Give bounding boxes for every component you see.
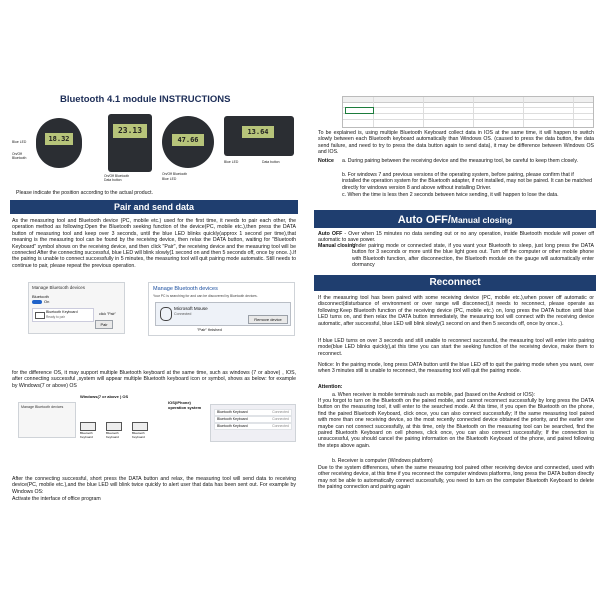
remove-device-button[interactable]: Remove device (248, 315, 288, 324)
windows-keyboard-list (80, 416, 160, 438)
pair-banner: Pair and send data (10, 200, 298, 214)
shot1-device-row[interactable] (32, 308, 94, 322)
auto-off-block: Auto OFF - Over when 15 minutes no data sending out or no any operation, inside Bluetooth module will power off automatic to save power. (318, 231, 594, 244)
windows-label: Windows(7 or above ) OS (80, 394, 129, 399)
screenshot-multiple-keyboards (18, 394, 296, 472)
shot1-toggle-label: Bluetooth (32, 294, 49, 299)
device4-lcd: 13.64 (242, 126, 274, 138)
shot2-device-status: Connected (174, 312, 192, 316)
windows-dialog (18, 402, 76, 438)
device4-caption-led: Blue LED (224, 160, 239, 164)
keyboard-icon (132, 422, 148, 431)
device1-photo (36, 118, 82, 168)
device4-caption-data: Data button (262, 160, 280, 164)
pair-text: As the measuring tool and Bluetooth device (PC, mobile etc.) used for the first time, it needs to pair each other, the operation method as following:Open the Bluetooth seeking function of the device(PC, mobile etc.),then press the DATA button of measuring tool and keep over 3 seconds, until the blue LED blinks quickly(approx 1 second per time),that meaning is the measuring tool can be found by the receiving device, then relax the DATA button, waiting for "Bluetooth Keyboard" symbol shows on the receiving device, and then click "Pair", the receiving device and the measuring tool will be connected After the connecting successful, blue LED will blink slowly(1 second on and then 5 seconds off, once by once..).If the pairing is unable to connect successfully in 5 minutes, the measuring tool will quit pairing mode automatic. Still needs to continue to pair, please repeat the previous operation. (12, 218, 296, 269)
manual-label: Manual closing (318, 243, 356, 249)
screenshot-manage-devices-2 (148, 282, 295, 336)
shot1-callout: click "Pair" (99, 312, 116, 316)
shot1-device-name: Bluetooth Keyboard (46, 310, 78, 314)
device1-caption-led: Blue LED (12, 140, 27, 144)
keyboard-icon (106, 422, 122, 431)
screenshot-manage-devices-1 (28, 282, 125, 334)
device3-caption-onoff: On/Off Bluetooth (162, 172, 188, 176)
device2-caption-onoff: On/Off Bluetooth (104, 174, 130, 178)
device2-lcd: 23.13 (113, 124, 147, 138)
active-cell[interactable] (345, 107, 374, 114)
mouse-icon (160, 307, 172, 321)
win-kbd-3[interactable]: Bluetooth Keyboard (132, 431, 145, 439)
pairing-note: Notice: In the pairing mode, long press DATA button until the blue LED off to quit the pairing mode when you want, over when 3 minutes still is unable to reconnect, the measuring tool will quit the pairing mode. (318, 362, 594, 375)
reconnect-text: If the measuring tool has been paired with some receiving device (PC, mobile etc.),when power off automatic or disconnect(disturbance of environment or over range will disconnect),it needs to reconnect, please operate as following:Keep Bluetooth function of the receiving device (PC, mobile etc.) on, long press the DATA button until blue LED turns on, and then relax the DATA button immediately, the measuring tool will connect with the receiving device automatic, after successful, blue LED will blink slowly(1 second on and then 5 seconds off, once by once..). (318, 295, 594, 327)
manual-text: Under pairing mode or connected state, if you want your Bluetooth to sleep, just long press the DATA button for 3 seconds or more until the blue light goes out. Turn off the computer or other mobile phone with Bluetooth function, after disconnection, the Bluetooth module on the gauge will automatically enter dormancy (352, 243, 594, 269)
shot2-device-name: Microsoft Mouse (174, 306, 208, 311)
ios-label: IOS(iPhone) operation system (168, 400, 202, 410)
right-column (312, 0, 596, 600)
reconnect-text-2: If blue LED turns on over 3 seconds and still unable to reconnect successful, the measuring tool will enter into pairing mode(blue LED blinks quickly),at this time you can start the seeking function of the receiving device, make them to reconnect. (318, 338, 594, 357)
notice-b: b. For windows 7 and previous versions of the operating system, before pairing, please confirm that if installed the operation system for the Bluetooth adapter, if not installed, may not be paired. It can be matched directly for windows version 8 and above without installing Driver. (342, 172, 593, 191)
shot3-title: Manage Bluetooth devices (21, 405, 64, 409)
ios-settings (210, 404, 296, 442)
shot1-device-status: Ready to pair (46, 315, 65, 319)
notice-c: c. When the time is less then 2 seconds between twice sending, it will happen to lose the data. (342, 192, 559, 198)
shot2-title: Manage Bluetooth devices (153, 286, 218, 292)
attention-a: If you forgot to turn on the Bluetooth on the paired mobile, and cannot reconnect successfully by long press the DATA button on the measuring tool, it will enter to the searched mode. At this time, if you open the Bluetooth on the phone, find the paired Bluetooth Keyboard, click once, you can also connect successfully; If the same measuring tool paired with more than one receiving device, so the most recently connected device obtained the priority, and the earlier one maybe can not connect successfully, at this time, only the Bluetooth on the measuring tool can be searched, find the paired Bluetooth Keyboard on cell phones, click once, you can also connect successfully; If the connection is unsuccessful, you should cancel the pairing information on the Bluetooth Keyboard of the phone, and paired following the steps above again. (318, 398, 594, 449)
win-kbd-2[interactable]: Bluetooth Keyboard (106, 431, 119, 439)
bluetooth-toggle[interactable] (32, 300, 42, 304)
attention-b-head: b. Receiver is computer (Windows platform) (332, 458, 433, 464)
spreadsheet-snippet (342, 96, 594, 128)
device2-photo (108, 114, 152, 172)
after-text: After the connecting successful, short press the DATA button and relax, the measuring tool will send data to receiving device(PC, mobile etc.),and the blue LED will blink twice quickly to alert user that data has been sent out. For example by Windows OS: (12, 476, 296, 495)
ios-row-3[interactable]: Bluetooth Keyboard Connected (214, 423, 292, 430)
spreadsheet-header (343, 97, 593, 103)
shot1-title: Manage Bluetooth devices (32, 285, 86, 290)
shot2-callout: "Pair" finished (197, 327, 222, 332)
ios-row-2[interactable]: Bluetooth Keyboard Connected (214, 416, 292, 423)
photo-caption: Please indicate the position according to the actual product. (16, 190, 153, 196)
attention-a-head: a. When receiver is mobile terminals such as mobile, pad (based on the Android or IOS): (332, 392, 535, 398)
after-text-2: Activate the interface of office program (12, 496, 101, 502)
notice-a: a. During pairing between the receiving device and the measuring tool, be careful to keep them closely. (342, 158, 579, 164)
pair-button[interactable]: Pair (95, 320, 113, 329)
notice-label: Notice (318, 158, 334, 164)
attention-label: Attention: (318, 384, 343, 390)
explain-text: To be explained is, using multiple Bluetooth Keyboard collect data in IOS at the same time, it will happen to switch slowly between each Bluetooth keyboard automatically than Windows OS. (caused to press the data button, the data send failure, and need to try to press the data button again to send data), it may be difference between Windows OS and IOS. (318, 130, 594, 156)
left-column (8, 0, 298, 600)
device2-caption-data: Data button (104, 178, 122, 182)
device3-caption-led: Blue LED (162, 177, 177, 181)
shot1-toggle-state: On (44, 299, 50, 304)
os-text: for the difference OS, it may support multiple Bluetooth keyboard at the same time, such as windows (7 or above) , IOS, after connecting successful ,system will appear multiple Bluetooth keyboard icon or symbol, shows as below: for example by Windows(7 or above) OS (12, 370, 296, 389)
device3-lcd: 47.66 (172, 134, 204, 146)
product-photos (12, 112, 297, 184)
keyboard-icon (35, 312, 45, 319)
instructions-title: Bluetooth 4.1 module INSTRUCTIONS (60, 94, 231, 105)
reconnect-banner: Reconnect (314, 275, 596, 291)
auto-off-banner: Auto OFF/Manual closing (314, 210, 596, 228)
device4-photo (224, 116, 294, 156)
keyboard-icon (80, 422, 96, 431)
device1-lcd: 18.32 (45, 133, 73, 145)
shot2-subtitle: Your PC is searching for and can be discovered by Bluetooth devices. (153, 294, 258, 298)
device1-caption-onoff: On/Off Bluetooth (12, 152, 27, 160)
attention-b: Due to the system differences, when the same measuring tool paired other receiving device and connected, used with other receiving device, at this time if you reconnect the computer windows platforms, long press the DATA button directly may not be able to automatically connect successfully, you need to turn on the computer Bluetooth Keyboard to delete the pairing connection and pairing again (318, 465, 594, 491)
device3-photo (162, 116, 214, 168)
win-kbd-1[interactable]: Bluetooth Keyboard (80, 431, 93, 439)
ios-row-1[interactable]: Bluetooth Keyboard Connected (214, 409, 292, 416)
shot2-device-row[interactable] (155, 302, 291, 326)
